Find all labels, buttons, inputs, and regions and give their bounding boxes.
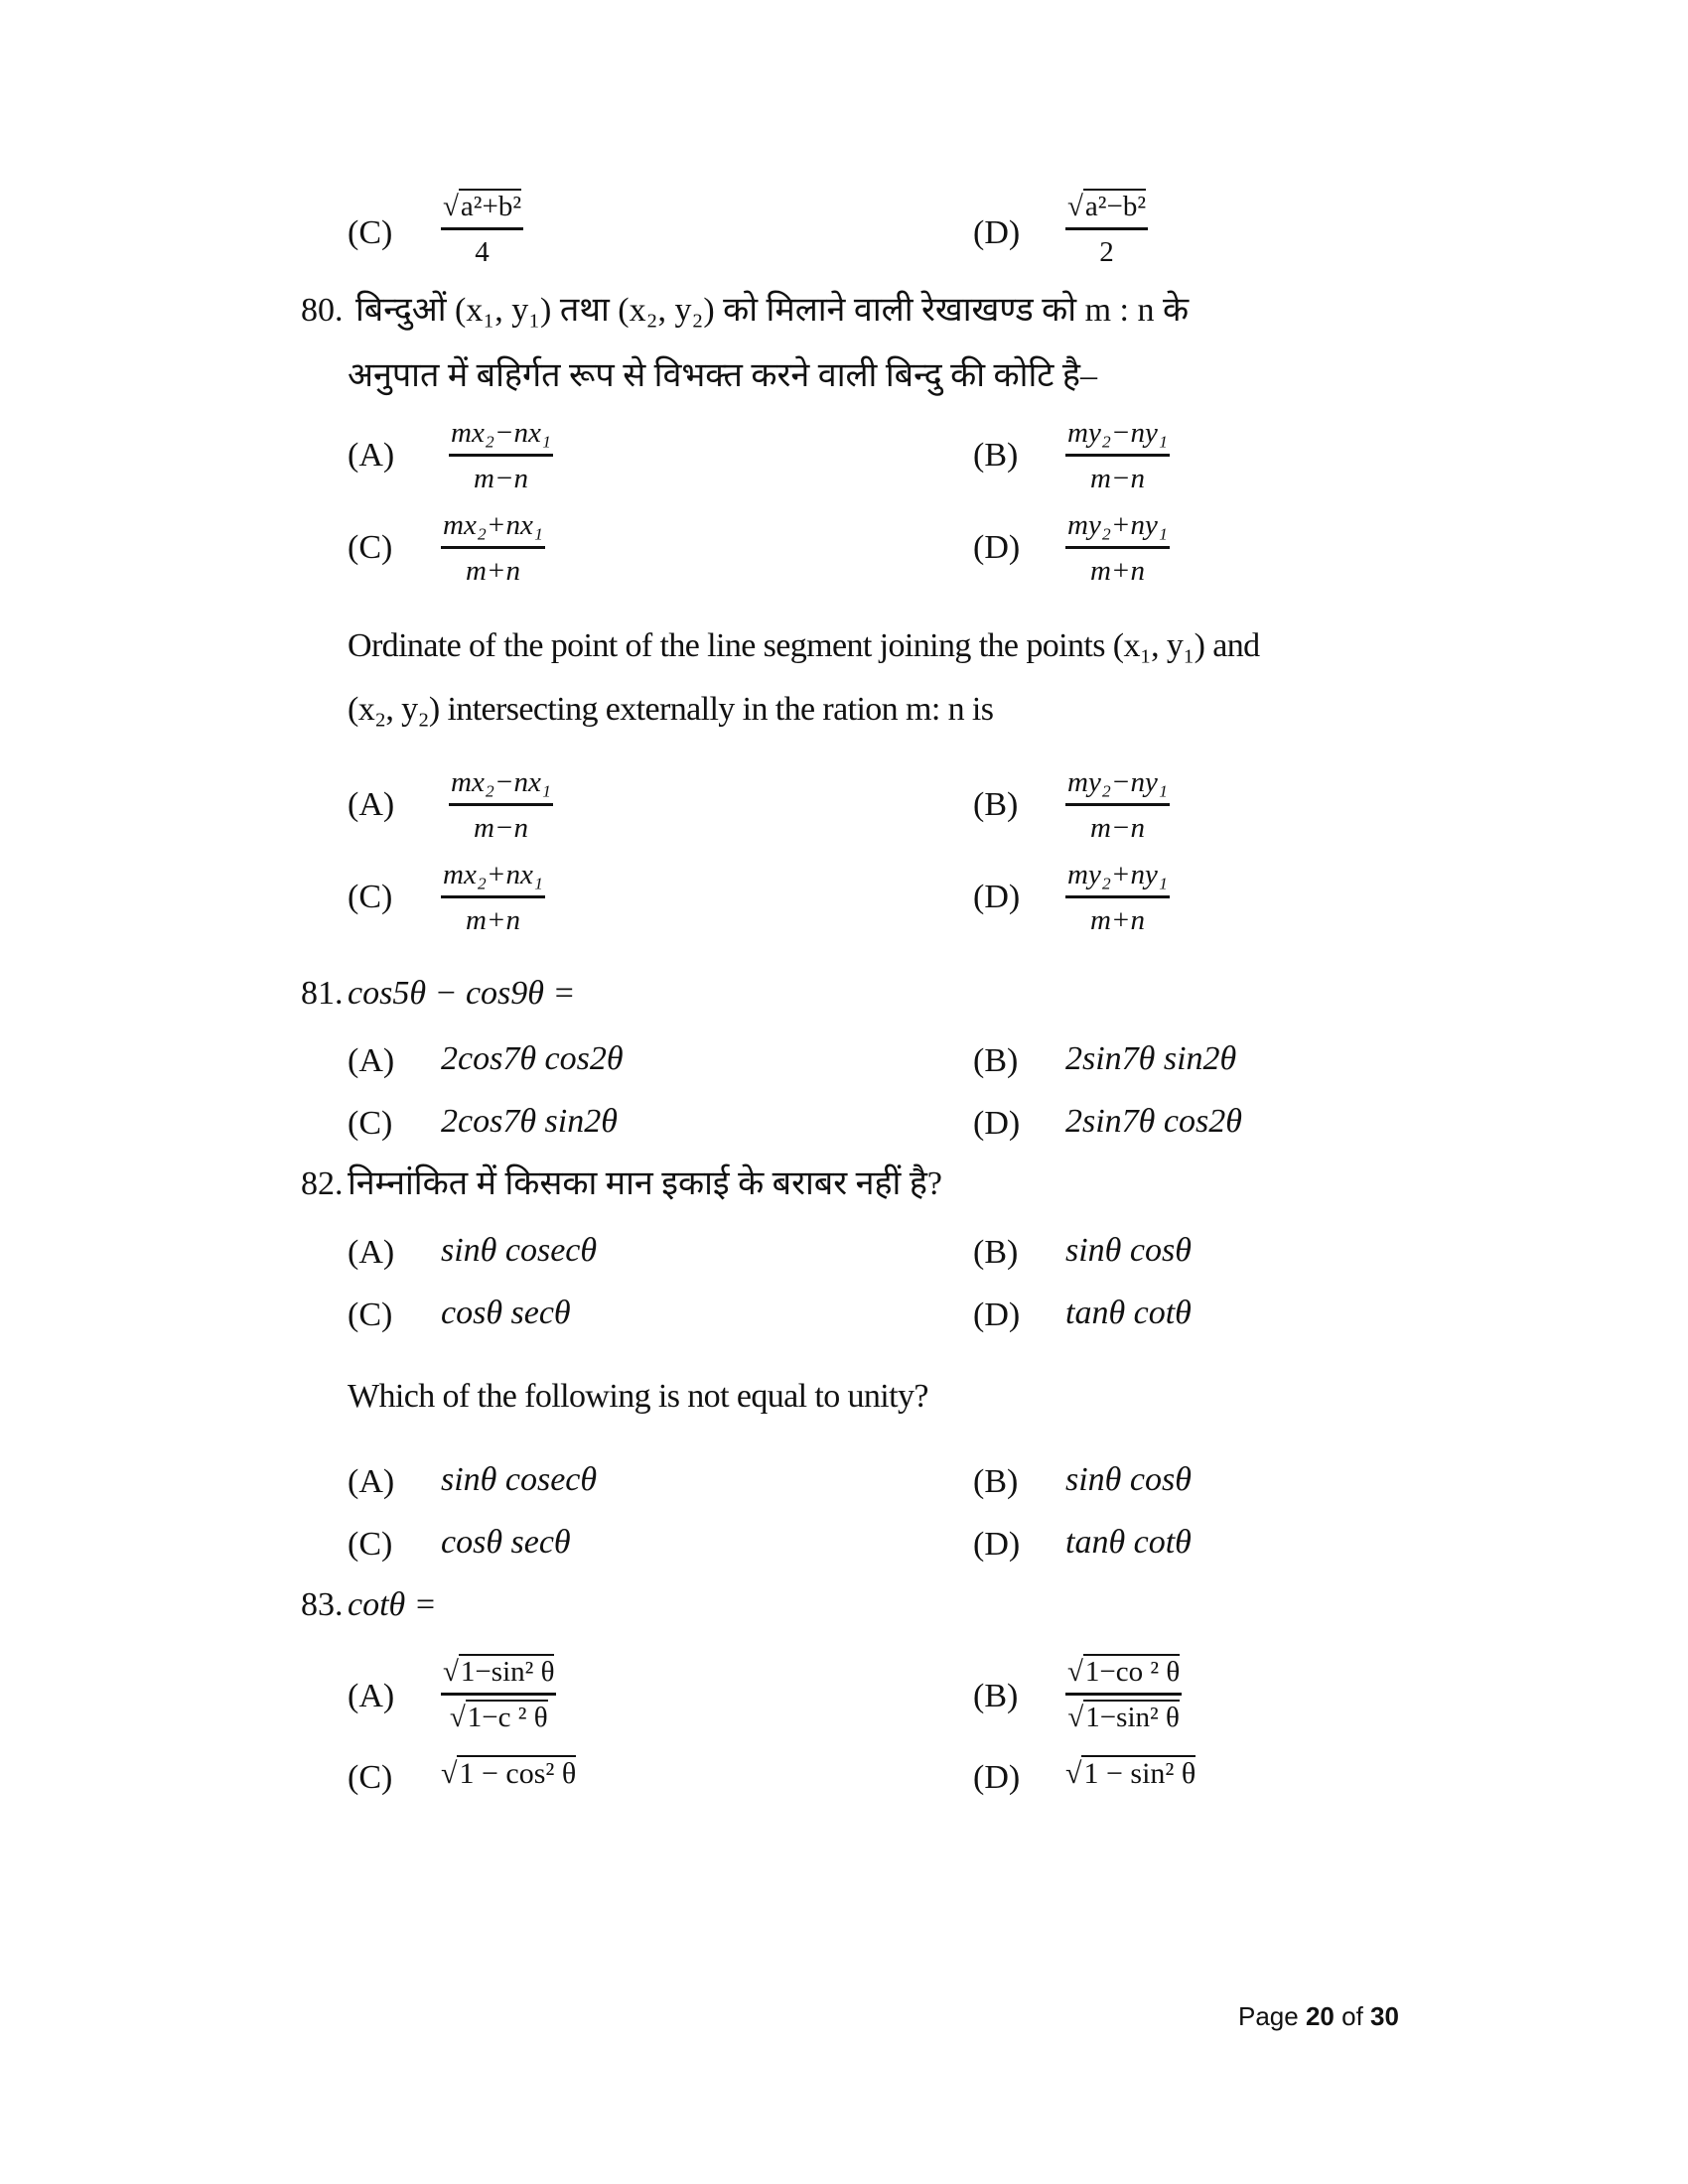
option-label: (A)	[348, 437, 395, 474]
question-80-english-line2: (x₂, y₂) intersecting externally in the ration m: n is	[348, 691, 994, 728]
option-text: cosθ secθ	[441, 1295, 571, 1331]
question-80-number: 80.	[301, 292, 344, 329]
option-fraction: $\frac{\text{mx₂+nx₁}}{m+n}$	[443, 859, 543, 936]
option-text: sinθ cosecθ	[441, 1461, 598, 1498]
option-fraction: $\frac{\text{mx₂−nx₁}}{m-n}$	[451, 766, 551, 844]
option-label: (D)	[973, 1297, 1021, 1333]
option-label: (D)	[973, 1759, 1021, 1796]
question-81-number: 81.	[301, 975, 344, 1012]
option-fraction: $\frac{\text{√a²−b²}}{2}$	[1067, 191, 1147, 268]
option-label: (A)	[348, 1042, 395, 1079]
option-label: (D)	[973, 529, 1021, 566]
option-label: (D)	[973, 879, 1021, 915]
option-label: (D)	[973, 1526, 1021, 1563]
question-83-number: 83.	[301, 1586, 344, 1623]
option-fraction: $\frac{\text{my₂+ny₁}}{m+n}$	[1067, 859, 1168, 936]
page-number: Page 20 of 30	[1238, 2001, 1399, 2031]
option-text: 2cos7θ cos2θ	[441, 1040, 624, 1077]
option-label: (B)	[973, 1678, 1019, 1714]
option-label: (C)	[348, 879, 393, 915]
option-fraction: $\frac{\text{mx₂+nx₁}}{m+n}$	[443, 509, 543, 587]
question-80-hindi-line2: अनुपात में बहिर्गत रूप से विभक्त करने वाली बिन्दु की कोटि है–	[348, 357, 1097, 394]
option-label: (C)	[348, 1759, 393, 1796]
option-text: 2cos7θ sin2θ	[441, 1103, 618, 1140]
option-label: (A)	[348, 786, 395, 823]
option-text: sinθ cosecθ	[441, 1232, 598, 1269]
option-label: (C)	[348, 1297, 393, 1333]
option-text: 2sin7θ cos2θ	[1065, 1103, 1242, 1140]
option-text: 2sin7θ sin2θ	[1065, 1040, 1237, 1077]
option-label: (B)	[973, 1042, 1019, 1079]
option-text: sinθ cosθ	[1065, 1461, 1192, 1498]
option-label: (D)	[973, 214, 1021, 251]
option-label: (B)	[973, 1463, 1019, 1500]
option-text: tanθ cotθ	[1065, 1295, 1192, 1331]
question-82-hindi: निम्नांकित में किसका मान इकाई के बराबर नहीं है?	[348, 1165, 943, 1202]
option-label: (B)	[973, 1234, 1019, 1271]
option-label: (A)	[348, 1463, 395, 1500]
option-label: (C)	[348, 1105, 393, 1142]
option-label: (A)	[348, 1234, 395, 1271]
option-fraction: $\frac{\text{√a²+b²}}{4}$	[443, 191, 522, 268]
question-82-number: 82.	[301, 1165, 344, 1202]
question-82-english: Which of the following is not equal to unity?	[348, 1378, 928, 1415]
option-label: (B)	[973, 437, 1019, 474]
option-fraction: $\frac{\text{my₂+ny₁}}{m+n}$	[1067, 509, 1168, 587]
option-fraction: $\frac{\text{my₂−ny₁}}{m-n}$	[1067, 766, 1168, 844]
question-83-text: cotθ =	[348, 1586, 437, 1623]
question-80-english-line1: Ordinate of the point of the line segment joining the points (x₁, y₁) and	[348, 627, 1260, 664]
option-sqrt: √1 − sin² θ	[1065, 1757, 1196, 1790]
option-label: (C)	[348, 529, 393, 566]
option-fraction: $\frac{\text{√1−sin² θ}}{\text{√1−c ² θ}}$	[443, 1656, 555, 1733]
option-fraction: $\frac{\text{mx₂−nx₁}}{m-n}$	[451, 417, 551, 494]
option-label: (C)	[348, 214, 393, 251]
option-text: cosθ secθ	[441, 1524, 571, 1561]
option-label: (D)	[973, 1105, 1021, 1142]
option-text: tanθ cotθ	[1065, 1524, 1192, 1561]
question-81-text: cos5θ − cos9θ =	[348, 975, 576, 1012]
option-label: (A)	[348, 1678, 395, 1714]
question-80-hindi-line1: बिन्दुओं (x₁, y₁) तथा (x₂, y₂) को मिलाने वाली रेखाखण्ड को m : n के	[355, 292, 1190, 329]
option-fraction: $\frac{\text{√1−co ² θ}}{\text{√1−sin² θ}}$	[1067, 1656, 1181, 1733]
option-label: (B)	[973, 786, 1019, 823]
option-label: (C)	[348, 1526, 393, 1563]
option-sqrt: √1 − cos² θ	[441, 1757, 577, 1790]
option-text: sinθ cosθ	[1065, 1232, 1192, 1269]
option-fraction: $\frac{\text{my₂−ny₁}}{m-n}$	[1067, 417, 1168, 494]
